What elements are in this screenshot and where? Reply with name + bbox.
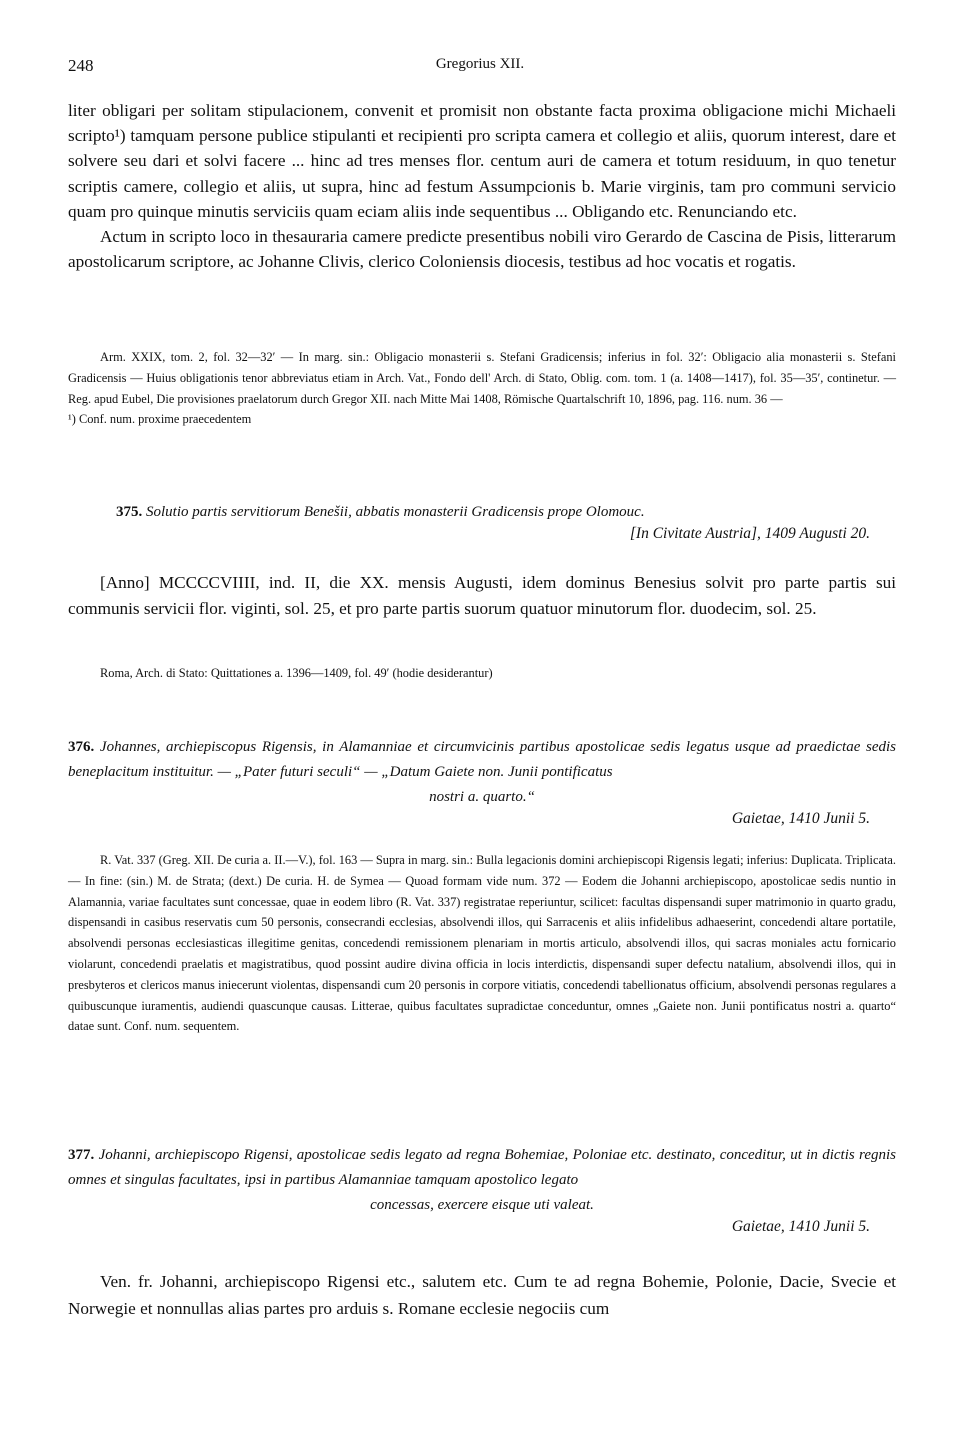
regest-text-end: nostri a. quarto.“ [429, 789, 535, 805]
document-number: 376. [68, 739, 95, 755]
document-376-heading [68, 735, 896, 828]
continued-text-block [68, 98, 896, 274]
body-paragraph: [Anno] MCCCCVIIII, ind. II, die XX. mensis Augusti, idem dominus Benesius solvit pro parte partis sui communis servicii flor. viginti, sol. 25, et pro parte partis suorum quatuor minutorum flor. duodecim, sol. 25. [68, 573, 896, 618]
document-376-note [68, 850, 896, 1037]
document-377-text [68, 1268, 896, 1322]
note-paragraph: Roma, Arch. di Stato: Quittationes a. 1396—1409, fol. 49′ (hodie desiderantur) [100, 666, 493, 680]
document-377-heading [68, 1143, 896, 1236]
regest-text: Johanni, archiepiscopo Rigensi, apostolicae sedis legato ad regna Bohemiae, Poloniae etc. destinato, conceditur, ut in dictis regnis omnes et singulas facultates, ipsi in partibus Alamanniae tamquam apostolico legato [68, 1147, 897, 1188]
body-paragraph: Ven. fr. Johanni, archiepiscopo Rigensi etc., salutem etc. Cum te ad regna Bohemie, Polonie, Dacie, Svecie et Norwegie et nonnullas alias partes pro arduis s. Romane ecclesie negociis cum [68, 1272, 896, 1318]
dateline-376: Gaietae, 1410 Junii 5. [731, 810, 870, 827]
regest-text: Solutio partis servitiorum Benešii, abbatis monasterii Gradicensis prope Olomouc. [146, 504, 645, 520]
note-paragraph: R. Vat. 337 (Greg. XII. De curia a. II.—V.), fol. 163 — Supra in marg. sin.: Bulla legacionis domini archiepiscopi Rigensis legati; inferius: Duplicata. Triplicata. — In fine: (sin.) M. de Strata; (dext.) De curia. H. de Symea — Quoad formam vide num. 372 — Eodem die Johanni archiepiscopo, apostolicae sedis nuntio in Alamannia, variae facultates sunt concessae, quae in eodem libro (R. Vat. 337) registratae reperiuntur, scilicet: facultas dispensandi super matrimonio in quarto gradu, dispensandi in casibus reservatis cum 50 personis, consecrandi ecclesias, absolvendi illos, qui Sarracenis et aliis infidelibus adhaeserint, concedendi altare portatile, absolvendi personas ecclesiasticas illegitime genitas, concedendi remissionem plenariam in mortis articulo, absolvendi illos, qui sacras moniales actu fornicario violarunt, concedendi praelatis et magistratibus, quod possint audire divina officia in locis interdictis, dispensandi super defectu natalium, absolvendi illos, qui in presbyteros et clericos manus iniecerunt violentas, dispensandi cum 20 personis in corpore vitiatis, concedendi tabellionatus officium, absolvendi personas regulares a quibuscunque iuramentis, audiendi quascunque causas. Litterae, quibus facultates supradictae conceduntur, omnes „Gaiete non. Junii pontificatus nostri a. quarto“ datae sunt. Conf. num. sequentem. [68, 853, 896, 1034]
document-number: 375. [116, 504, 143, 520]
document-375-note [68, 663, 896, 684]
page-number: 248 [68, 56, 94, 75]
document-375-heading [68, 500, 896, 543]
regest-376 [68, 735, 896, 810]
document-number: 377. [68, 1147, 95, 1163]
body-paragraph: Actum in scripto loco in thesauraria camere predicte presentibus nobili viro Gerardo de Cascina de Pisis, litterarum apostolicarum scriptore, ac Johanne Clivis, clerico Coloniensis diocesis, testibus ad hoc vocatis et rogatis. [68, 227, 896, 272]
body-paragraph: liter obligari per solitam stipulacionem, convenit et promisit non obstante facta proxima obligacione michi Michaeli scripto¹) tamquam persone publice stipulanti et recipienti pro scripta camera et collegio et aliis, quorum interest, dare et solvere seu dari et solvi facere ... hinc ad tres menses flor. centum auri de camera et totum residuum, in quo tenetur scriptis camere, collegio et aliis, ut supra, hinc ad festum Assumpcionis b. Marie virginis, tam pro communi servicio quam pro quinque minutis serviciis quam eciam aliis inde sequentibus ... Obligando etc. Renunciando etc. [68, 101, 896, 221]
page-header [68, 56, 892, 82]
regest-375 [68, 500, 896, 525]
note-paragraph: Arm. XXIX, tom. 2, fol. 32—32′ — In marg. sin.: Obligacio monasterii s. Stefani Gradicensis; inferius in fol. 32′: Obligacio alia monasterii s. Stefani Gradicensis — Huius obligationis tenor abbreviatus etiam in Arch. Vat., Fondo dell' Arch. di Stato, Oblig. com. tom. 1 (a. 1408—1417), fol. 35—35′, continetur. — Reg. apud Eubel, Die provisiones praelatorum durch Gregor XII. nach Mitte Mai 1408, Römische Quartalschrift 10, 1896, pag. 116. num. 36 — [68, 350, 896, 406]
dateline-377: Gaietae, 1410 Junii 5. [731, 1218, 870, 1235]
running-title: Gregorius XII. [435, 56, 525, 72]
regest-text-end: concessas, exercere eisque uti valeat. [370, 1197, 594, 1213]
footnote: ¹) Conf. num. proxime praecedentem [68, 412, 252, 427]
archival-note [68, 347, 896, 430]
document-375-text [68, 570, 896, 622]
dateline-375: [In Civitate Austria], 1409 Augusti 20. [629, 525, 870, 542]
regest-377 [68, 1143, 896, 1218]
regest-text: Johannes, archiepiscopus Rigensis, in Alamanniae et circumvicinis partibus apostolicae sedis legatus usque ad praedictae sedis beneplacitum instituitur. — „Pater futuri seculi“ — „Datum Gaiete non. Junii pontificatus [68, 739, 897, 780]
